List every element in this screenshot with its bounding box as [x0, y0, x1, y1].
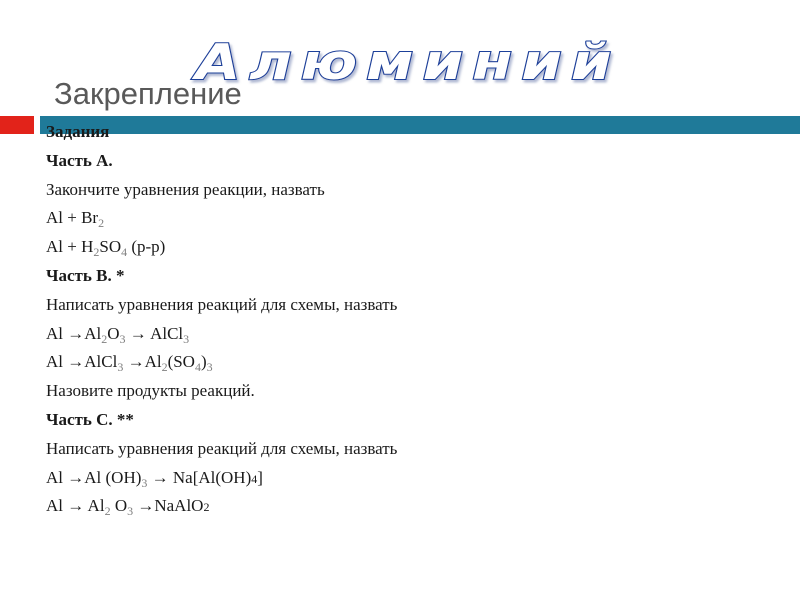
tasks-heading: Задания [46, 122, 110, 141]
equation-text: ] [257, 467, 263, 487]
equation-subscript: 2 [161, 360, 168, 375]
part-c-scheme-1 [46, 464, 766, 493]
equation-text: (SO [167, 352, 195, 372]
equation-text: → Na[Al(OH) [147, 467, 252, 487]
part-c-scheme-2 [46, 492, 766, 521]
equation-text: Al →Al [46, 323, 102, 343]
part-a-title: Часть А. [46, 150, 113, 170]
equation-text: O [110, 496, 128, 516]
equation-text: Al →AlCl [46, 352, 118, 372]
equation-subscript: 3 [119, 331, 126, 346]
equation-text: ) [200, 352, 207, 372]
equation-subscript: 4 [194, 360, 201, 375]
part-b-scheme-2 [46, 348, 766, 377]
equation-subscript: 2 [104, 504, 111, 519]
part-b-instruction: Написать уравнения реакций для схемы, назвать [46, 294, 398, 314]
equation-small-digit: 2 [203, 500, 210, 515]
equation-subscript: 3 [127, 504, 134, 519]
equation-text: (p-p) [127, 237, 166, 257]
part-c-title: Часть С. ** [46, 409, 134, 429]
equation-text: Al + H [46, 237, 94, 257]
slide-subtitle: Закрепление [54, 76, 242, 111]
equation-subscript: 2 [93, 245, 100, 260]
part-b-title: Часть В. * [46, 265, 125, 285]
wordart-title-text: Алюминий [195, 33, 621, 92]
part-b-note: Назовите продукты реакций. [46, 381, 255, 401]
part-c-instruction: Написать уравнения реакций для схемы, назвать [46, 438, 398, 458]
equation-text: → AlCl [125, 323, 184, 343]
equation-subscript: 3 [141, 475, 148, 490]
part-a-equation-1 [46, 204, 766, 233]
equation-subscript: 3 [117, 360, 124, 375]
equation-subscript: 4 [121, 245, 128, 260]
equation-subscript: 3 [206, 360, 213, 375]
equation-text: SO [99, 237, 122, 257]
equation-text: Al →Al (OH) [46, 467, 142, 487]
equation-text: O [107, 323, 120, 343]
equation-text: →NaAlO [133, 496, 204, 516]
equation-text: Al + Br [46, 208, 99, 228]
equation-subscript: 3 [183, 331, 190, 346]
part-b-scheme-1 [46, 320, 766, 349]
equation-text: →Al [123, 352, 162, 372]
equation-small-digit: 4 [251, 471, 258, 486]
accent-bar-red [0, 116, 34, 134]
equation-subscript: 2 [101, 331, 108, 346]
tasks-content [46, 118, 766, 521]
part-a-instruction: Закончите уравнения реакции, назвать [46, 179, 325, 199]
equation-subscript: 2 [98, 216, 105, 231]
part-a-equation-2 [46, 233, 766, 262]
equation-text: Al → Al [46, 496, 105, 516]
